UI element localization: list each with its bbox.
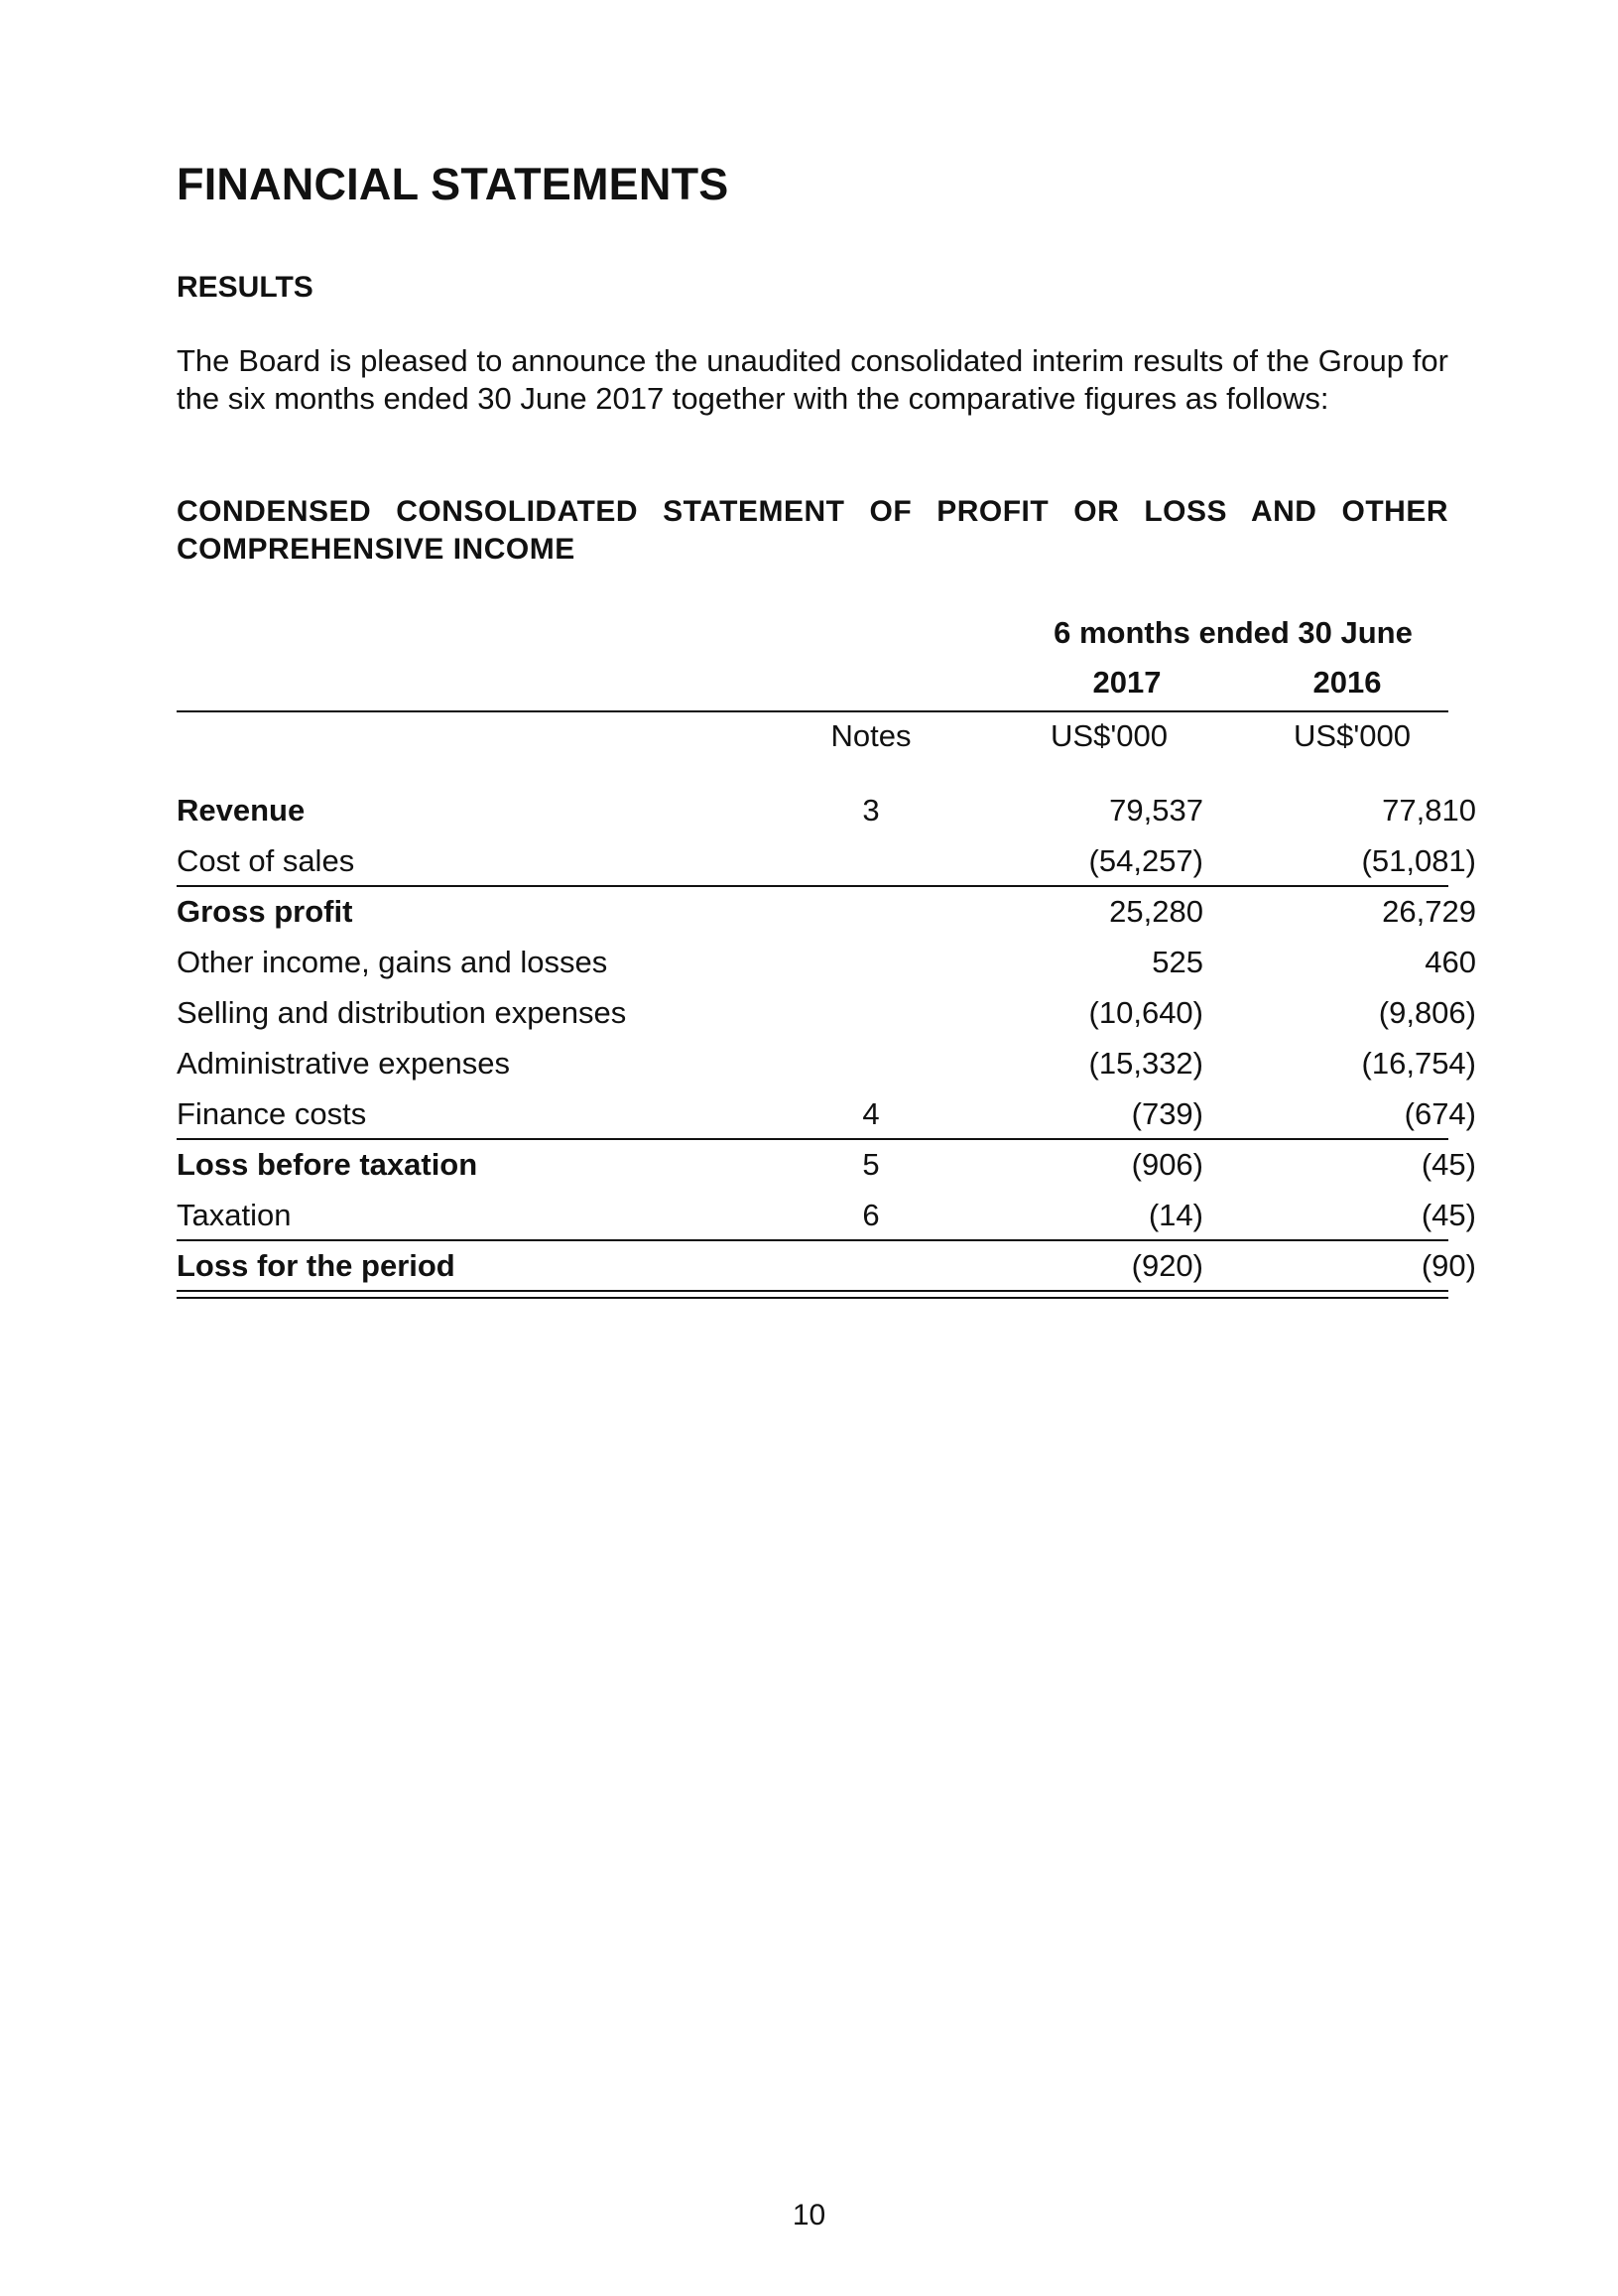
section-title: RESULTS [177, 271, 313, 304]
table-row-administrative [177, 1046, 1476, 1089]
row-value-2016: (45) [1421, 1198, 1476, 1232]
row-note: 6 [862, 1198, 880, 1232]
row-label: Cost of sales [177, 843, 355, 878]
table-row-other-income [177, 945, 1476, 988]
row-value-2017: (15,332) [1088, 1046, 1203, 1081]
row-label: Other income, gains and losses [177, 945, 608, 979]
table-row-loss-before-tax [177, 1147, 1476, 1191]
row-label: Finance costs [177, 1096, 367, 1131]
row-note: 3 [862, 793, 880, 828]
table-row-cost-of-sales [177, 843, 1476, 887]
row-value-2016: (90) [1421, 1248, 1476, 1283]
row-value-2017: 525 [1152, 945, 1203, 979]
row-value-2016: (16,754) [1361, 1046, 1476, 1081]
row-value-2017: (906) [1131, 1147, 1203, 1182]
subtotal-rule [177, 1138, 1448, 1140]
row-value-2016: 26,729 [1382, 894, 1476, 929]
row-value-2016: (51,081) [1361, 843, 1476, 878]
notes-header: Notes [830, 718, 912, 753]
statement-title: CONDENSED CONSOLIDATED STATEMENT OF PROFIT OR LOSS AND OTHER COMPREHENSIVE INCOME [177, 495, 1448, 566]
row-value-2016: (9,806) [1378, 995, 1476, 1030]
row-label: Administrative expenses [177, 1046, 510, 1081]
table-row-revenue [177, 793, 1476, 836]
header-rule [177, 710, 1448, 712]
row-value-2016: 77,810 [1382, 793, 1476, 828]
table-row-selling-distribution [177, 995, 1476, 1039]
row-value-2017: (54,257) [1088, 843, 1203, 878]
row-value-2017: 79,537 [1109, 793, 1203, 828]
row-label: Revenue [177, 793, 306, 828]
table-row-gross-profit [177, 894, 1476, 938]
row-label: Gross profit [177, 894, 353, 929]
table-row-loss-for-period [177, 1248, 1476, 1292]
total-double-rule [177, 1290, 1448, 1299]
year-header-2016: 2016 [1312, 665, 1382, 700]
row-note: 4 [862, 1096, 880, 1131]
unit-2017: US$'000 [1051, 718, 1168, 753]
row-value-2017: (10,640) [1088, 995, 1203, 1030]
row-note: 5 [862, 1147, 880, 1182]
row-value-2017: (920) [1131, 1248, 1203, 1283]
page-title: FINANCIAL STATEMENTS [177, 159, 729, 209]
row-value-2016: (674) [1404, 1096, 1476, 1131]
table-row-finance-costs [177, 1096, 1476, 1140]
row-label: Taxation [177, 1198, 292, 1232]
intro-paragraph: The Board is pleased to announce the unaudited consolidated interim results of the Group for the six months ended 30 June 2017 together with the comparative figures as follows: [177, 343, 1448, 416]
page-number: 10 [792, 2199, 826, 2232]
units-row [177, 718, 1448, 762]
row-value-2017: (739) [1131, 1096, 1203, 1131]
period-header: 6 months ended 30 June [1054, 615, 1413, 650]
row-label: Loss before taxation [177, 1147, 478, 1182]
table-row-taxation [177, 1198, 1476, 1241]
row-value-2016: (45) [1421, 1147, 1476, 1182]
row-label: Selling and distribution expenses [177, 995, 627, 1030]
unit-2016: US$'000 [1294, 718, 1411, 753]
subtotal-rule [177, 1239, 1448, 1241]
row-value-2016: 460 [1425, 945, 1476, 979]
row-value-2017: (14) [1148, 1198, 1203, 1232]
row-label: Loss for the period [177, 1248, 455, 1283]
year-header-2017: 2017 [1092, 665, 1162, 700]
subtotal-rule [177, 885, 1448, 887]
row-value-2017: 25,280 [1109, 894, 1203, 929]
